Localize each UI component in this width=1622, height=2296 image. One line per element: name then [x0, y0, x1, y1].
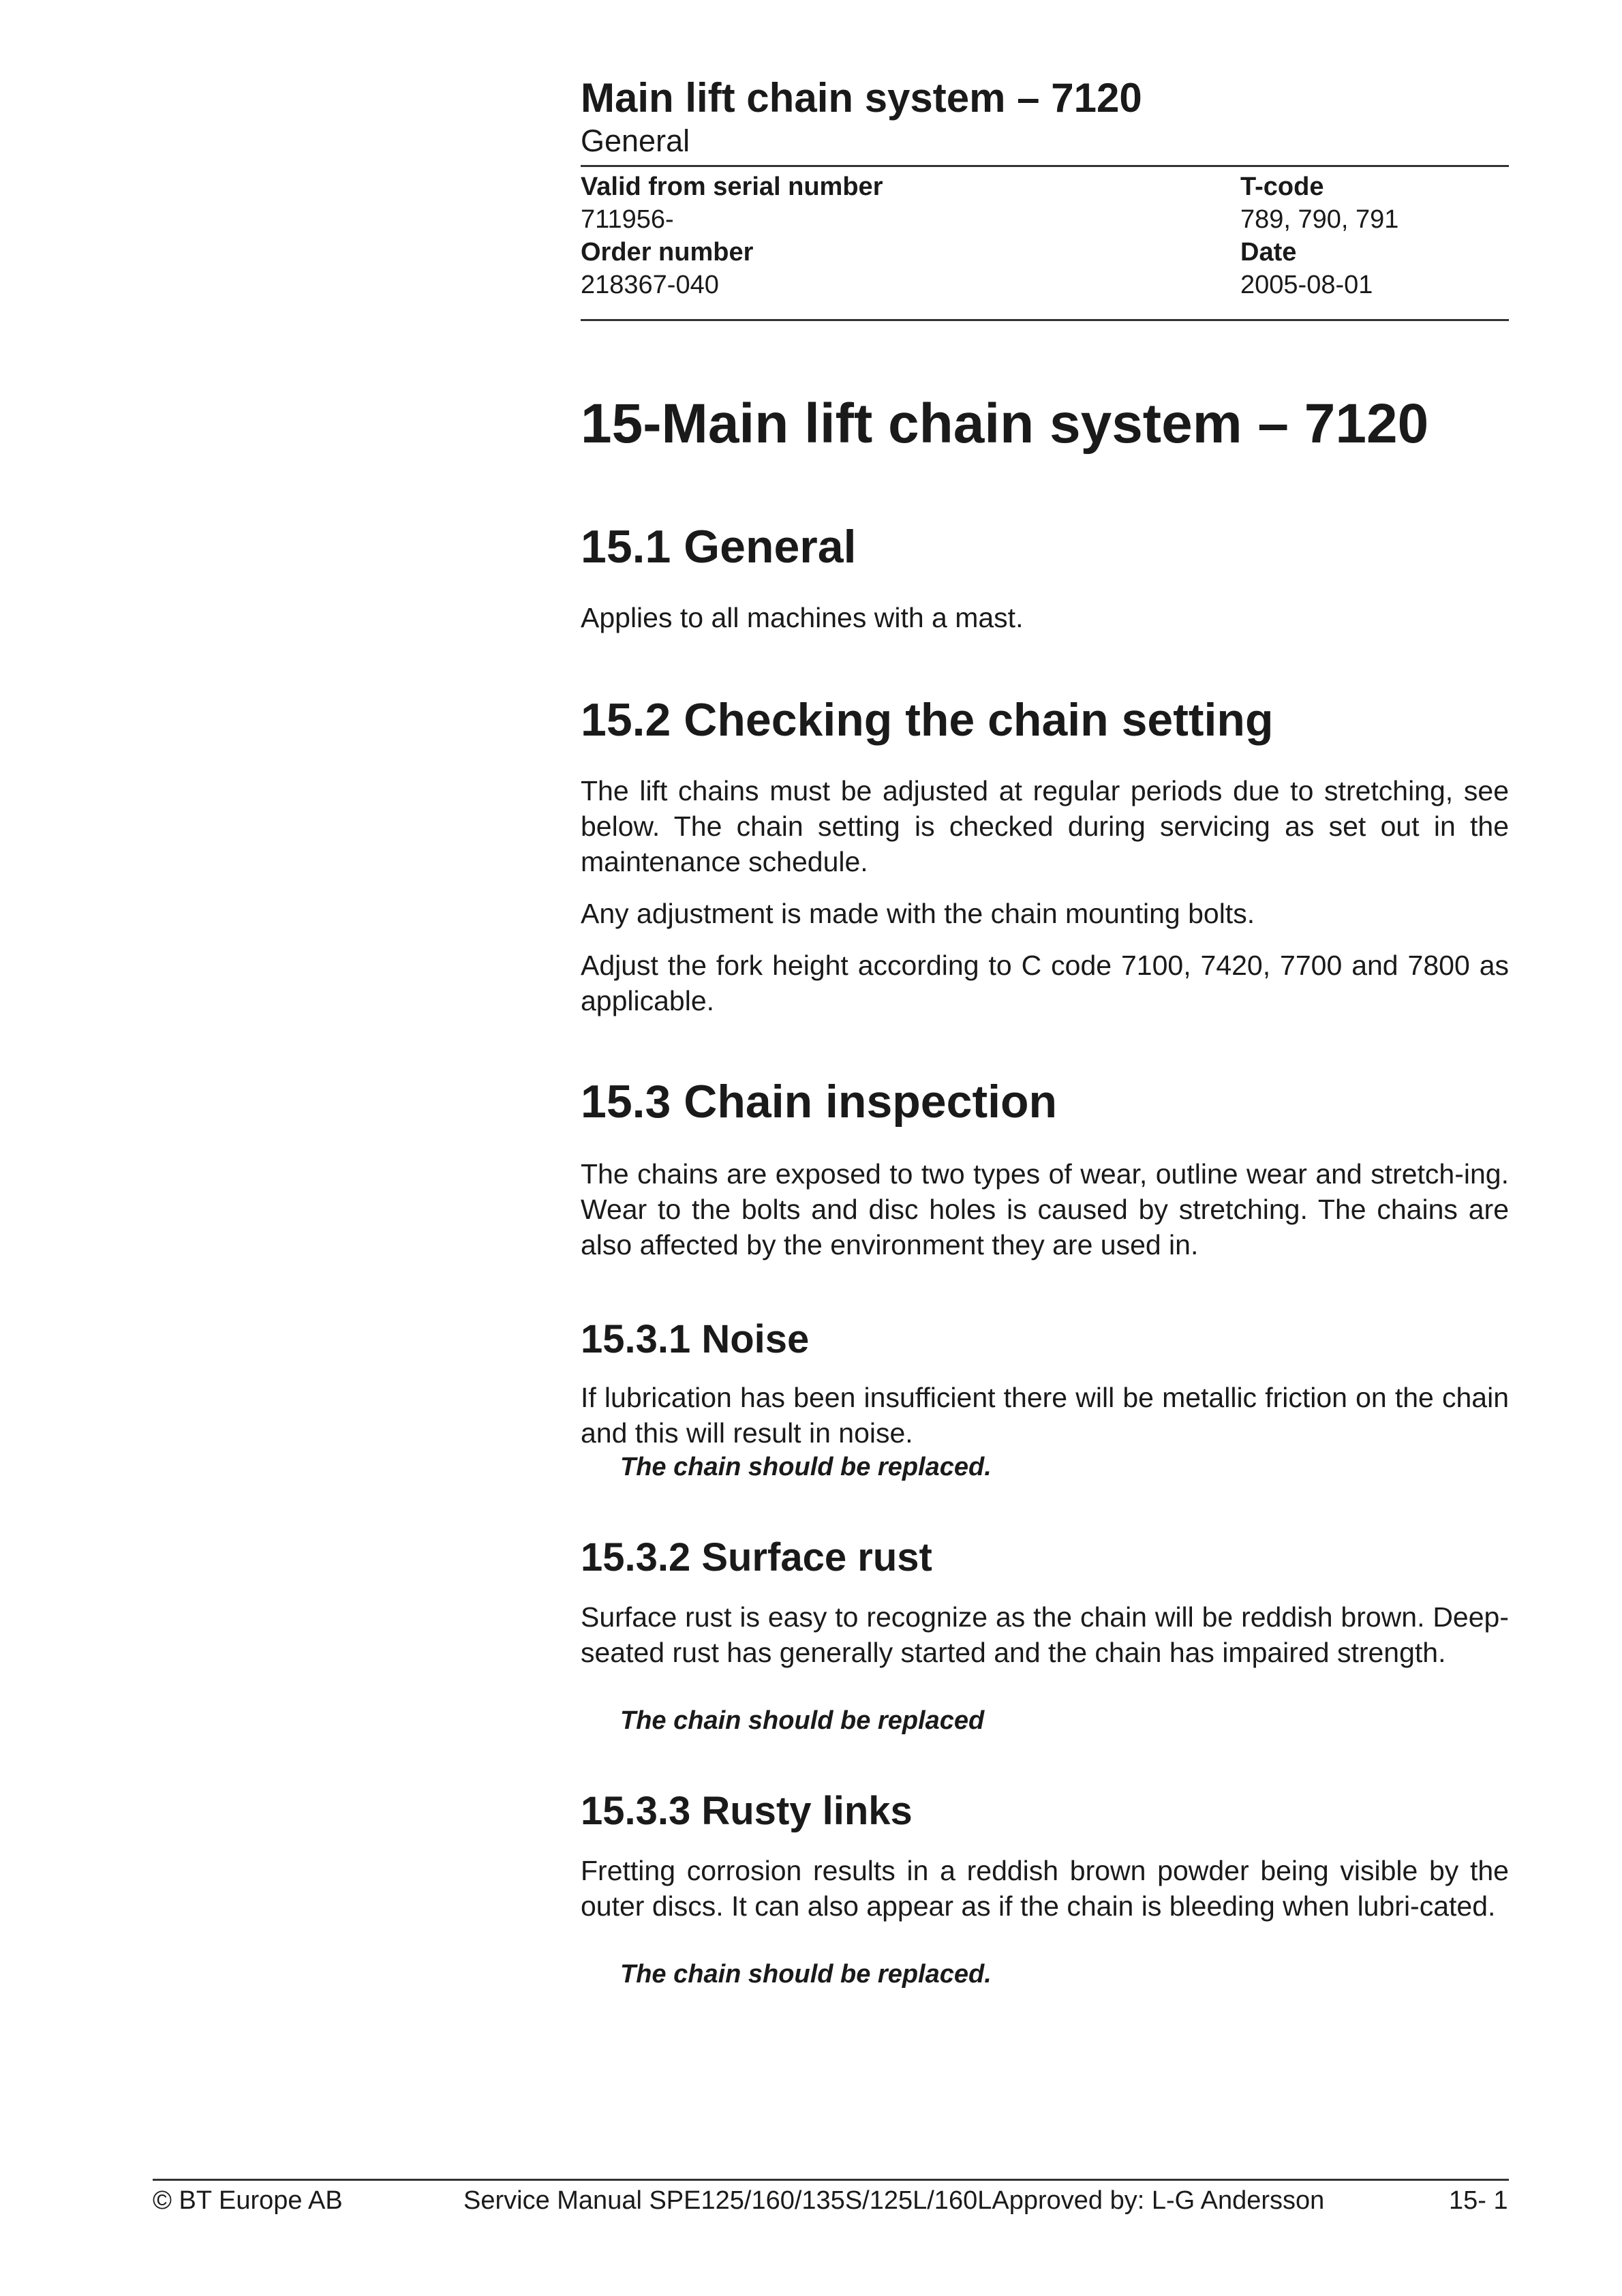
section-heading-chain-inspection: 15.3 Chain inspection: [581, 1076, 1058, 1128]
header-bottom-rule: [581, 319, 1509, 321]
subsection-heading-rusty-links: 15.3.3 Rusty links: [581, 1789, 913, 1833]
tcode-label: T-code: [1240, 172, 1324, 201]
order-number-label: Order number: [581, 238, 754, 267]
date-value: 2005-08-01: [1240, 271, 1373, 299]
date-label: Date: [1240, 238, 1297, 267]
order-number-value: 218367-040: [581, 271, 719, 299]
section-heading-general: 15.1 General: [581, 521, 857, 573]
surface-rust-replace-note: The chain should be replaced: [620, 1706, 985, 1735]
valid-serial-label: Valid from serial number: [581, 172, 883, 201]
valid-serial-value: 711956-: [581, 205, 674, 234]
chain-setting-paragraph-3: Adjust the fork height according to C code 7100, 7420, 7700 and 7800 as applicable.: [581, 950, 1509, 1016]
header-top-rule: [581, 165, 1509, 167]
rusty-links-replace-note: The chain should be replaced.: [620, 1960, 992, 1989]
subsection-heading-surface-rust: 15.3.2 Surface rust: [581, 1535, 932, 1580]
footer-rule: [153, 2179, 1509, 2181]
rusty-links-paragraph: Fretting corrosion results in a reddish brown powder being visible by the outer discs. It can also appear as if the chain is bleeding when lubri-cated.: [581, 1855, 1509, 1922]
subsection-heading-noise: 15.3.1 Noise: [581, 1317, 810, 1361]
header-meta-left: [581, 170, 883, 301]
section-heading-chain-setting: 15.2 Checking the chain setting: [581, 694, 1274, 746]
surface-rust-paragraph: Surface rust is easy to recognize as the chain will be reddish brown. Deep-seated rust has generally started and the chain has impaired strength.: [581, 1601, 1509, 1668]
section-general-text: Applies to all machines with a mast.: [581, 602, 1024, 633]
header-meta-right: [1240, 170, 1398, 301]
chain-setting-paragraph-1: The lift chains must be adjusted at regular periods due to stretching, see below. The chain setting is checked during servicing as set out in the maintenance schedule.: [581, 775, 1509, 877]
noise-paragraph: If lubrication has been insufficient there will be metallic friction on the chain and this will result in noise.: [581, 1382, 1509, 1449]
chapter-title: 15-Main lift chain system – 7120: [581, 393, 1429, 455]
footer-page-number: 15- 1: [1449, 2186, 1508, 2215]
footer-copyright: © BT Europe AB: [153, 2186, 343, 2215]
header-subtitle: General: [581, 123, 690, 158]
noise-replace-note: The chain should be replaced.: [620, 1453, 992, 1481]
chain-setting-paragraph-2: Any adjustment is made with the chain mounting bolts.: [581, 898, 1255, 929]
header-title: Main lift chain system – 7120: [581, 75, 1142, 121]
tcode-value: 789, 790, 791: [1240, 205, 1399, 234]
footer-manual-info: Service Manual SPE125/160/135S/125L/160LApproved by: L-G Andersson: [463, 2186, 1325, 2215]
chain-inspection-paragraph: The chains are exposed to two types of wear, outline wear and stretch-ing. Wear to the bolts and disc holes is caused by stretching. The chains are also affected by the environment they are used in.: [581, 1158, 1509, 1260]
